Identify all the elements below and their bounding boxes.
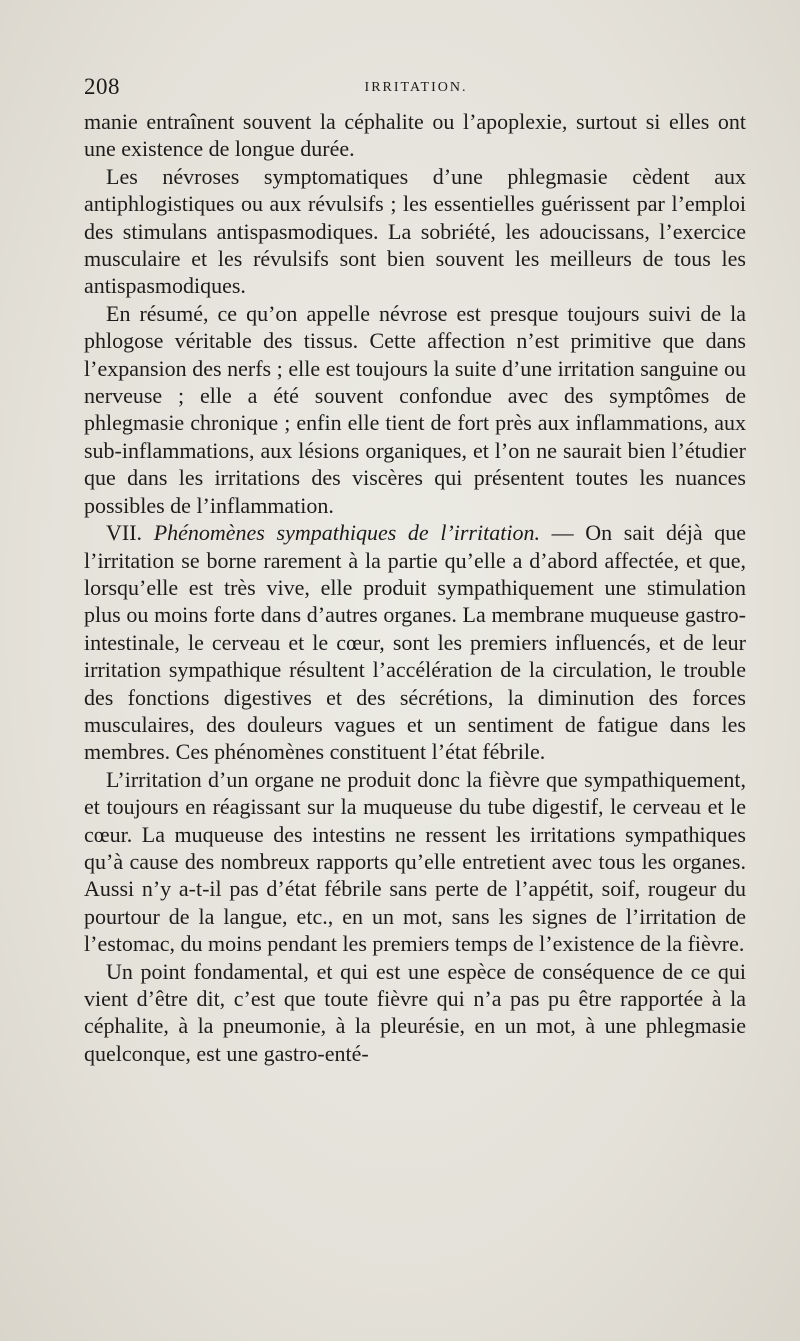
section-number: VII. <box>106 520 143 546</box>
paragraph-nevroses: Les névroses symptomatiques d’une phlegmasie cèdent aux antiphlogistiques ou aux révulsifs ; les essentielles guérissent par l’emploi des stimulans antispasmodiques. La sobriété, les adoucissans, l’exercice musculaire et les révulsifs sont bien souvent les meilleurs de tous les antispasmodiques. <box>84 163 746 299</box>
running-title: IRRITATION. <box>364 80 468 95</box>
section-body: — On sait déjà que l’irritation se borne rarement à la partie qu’elle a d’abord affectée, et que, lorsqu’elle est très vive, elle produit sympathiquement une stimulation plus ou moins forte dans d’autres organes. La membrane muqueuse gastro-intestinale, le cerveau et le cœur, sont les premiers influencés, et de leur irritation sympathique résultent l’accélération de la circulation, le trouble des fonctions digestives et des sécrétions, la diminution des forces musculaires, des douleurs vagues et un sentiment de fatigue dans les membres. Ces phénomènes constituent l’état fébrile. <box>84 520 746 765</box>
page-number: 208 <box>84 74 120 99</box>
paragraph-continued: manie entraînent souvent la céphalite ou l’apoplexie, surtout si elles ont une existence de longue durée. <box>84 109 746 162</box>
paragraph-point-fondamental: Un point fondamental, et qui est une espèce de conséquence de ce qui vient d’être dit, c’est que toute fièvre qui n’a pas pu être rapportée à la céphalite, à la pneumonie, à la pleurésie, en un mot, à une phlegmasie quelconque, est une gastro-enté- <box>84 958 746 1066</box>
running-head <box>84 74 748 104</box>
section-vii-paragraph <box>84 519 746 766</box>
paragraph-resume: En résumé, ce qu’on appelle névrose est presque toujours suivi de la phlogose véritable des tissus. Cette affection n’est primitive que dans l’expansion des nerfs ; elle est toujours la suite d’une irritation sanguine ou nerveuse ; elle a été souvent confondue avec des symptômes de phlegmasie chronique ; enfin elle tient de fort près aux inflammations, aux sub-inflammations, aux lésions organiques, et l’on ne saurait bien l’étudier que dans les irritations des viscères qui présentent toutes les nuances possibles de l’inflammation. <box>84 300 746 518</box>
section-title: Phénomènes sympathiques de l’irritation. <box>153 520 540 546</box>
paragraph-irritation-organe: L’irritation d’un organe ne produit donc la fièvre que sympathiquement, et toujours en réagissant sur la muqueuse du tube digestif, le cerveau et le cœur. La muqueuse des intestins ne ressent les irritations sympathiques qu’à cause des nombreux rapports qu’elle entretient avec tous les organes. Aussi n’y a-t-il pas d’état fébrile sans perte de l’appétit, soif, rougeur du pourtour de la langue, etc., en un mot, sans les signes de l’irritation de l’estomac, du moins pendant les premiers temps de l’existence de la fièvre. <box>84 766 746 957</box>
body-text <box>84 108 746 1067</box>
